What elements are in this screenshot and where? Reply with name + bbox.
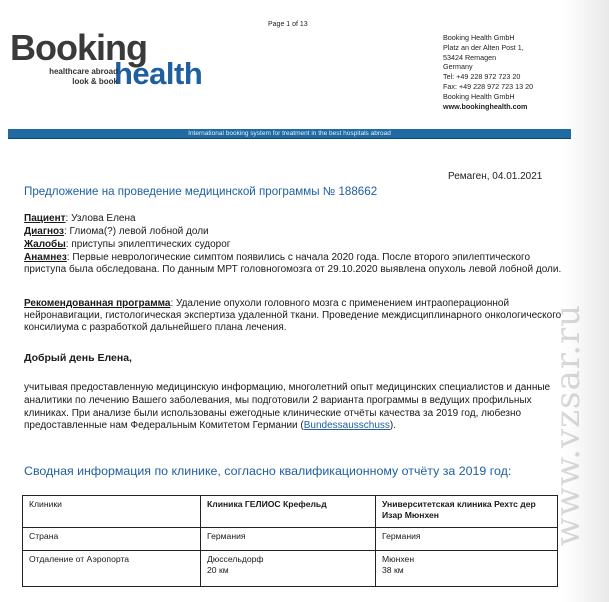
company-address	[443, 33, 533, 111]
table-cell: Германия	[376, 528, 558, 551]
table-header-row	[23, 496, 558, 528]
complaints-label: Жалобы	[24, 239, 66, 250]
address-line: Germany	[443, 62, 473, 72]
table-cell: Отдаление от Аэропорта	[23, 551, 201, 587]
logo-health-word: health	[114, 56, 203, 91]
intro-paragraph	[24, 382, 564, 433]
diagnosis-value: : Глиома(?) левой лобной доли	[64, 226, 209, 237]
anamnesis-label: Анамнез	[24, 252, 67, 263]
complaints-line	[24, 239, 564, 251]
table-row	[23, 551, 558, 587]
page-number: Page 1 of 13	[268, 21, 308, 28]
address-line: Fax: +49 228 972 723 13 20	[443, 81, 534, 91]
address-line: Platz an der Alten Post 1,	[443, 42, 524, 52]
header-cell: Университетская клиника Рехтс дер Изар Мюнхен	[376, 496, 558, 528]
banner-text: International booking system for treatment in the best hospitals abroad	[188, 130, 391, 137]
watermark	[548, 255, 588, 595]
intro-end: ).	[389, 420, 397, 432]
address-line: Booking Health GmbH	[443, 91, 515, 101]
header-cell: Клиника ГЕЛИОС Крефельд	[201, 496, 376, 528]
address-line: 53424 Remagen	[443, 52, 497, 62]
watermark-text: www.vzsar.ru	[548, 303, 588, 547]
anamnesis-value: : Первые неврологические симптом появились с начала 2020 года. После второго эпилептического приступа была обследована. По данным МРТ головногомозга от 29.10.2020 выявлена опухоль левой лобной доли.	[24, 252, 562, 276]
logo-tagline-2: look & book	[72, 77, 118, 86]
patient-label: Пациент	[24, 213, 66, 224]
header-banner	[8, 129, 571, 139]
address-line: Booking Health GmbH	[443, 33, 515, 42]
table-row	[23, 528, 558, 551]
table-cell: Дюссельдорф 20 км	[201, 551, 376, 587]
patient-value: : Узлова Елена	[65, 213, 136, 224]
patient-line	[24, 213, 564, 225]
diagnosis-line	[24, 226, 564, 238]
diagnosis-label: Диагноз	[24, 226, 64, 237]
anamnesis-block	[24, 252, 564, 276]
booking-health-logo	[10, 27, 220, 92]
place-and-date: Ремаген, 04.01.2021	[448, 171, 543, 182]
program-value: : Удаление опухоли головного мозга с применением интраоперационной нейронавигации, гистологическая экспертиза удаленной ткани. Проведение междисциплинарного онкологического консилиума с разработкой дальнейшего плана лечения.	[24, 298, 562, 334]
program-label: Рекомендованная программа	[24, 298, 171, 309]
offer-title: Предложение на проведение медицинской программы № 188662	[24, 185, 378, 198]
complaints-value: : приступы эпилептических судорог	[65, 239, 231, 250]
header-cell: Клиники	[23, 496, 201, 528]
bundessausschuss-link[interactable]: Bundessausschuss	[303, 420, 390, 432]
clinic-comparison-table	[22, 495, 558, 587]
table-cell: Страна	[23, 528, 201, 551]
program-block	[24, 298, 564, 335]
summary-title: Сводная информация по клинике, согласно квалификационному отчёту за 2019 год:	[24, 464, 512, 478]
logo-tagline-1: healthcare abroad	[49, 67, 118, 76]
website-link[interactable]: www.bookinghealth.com	[443, 101, 528, 111]
logo-booking-word: Booking	[10, 27, 147, 68]
greeting: Добрый день Елена,	[24, 352, 132, 364]
address-line: Tel: +49 228 972 723 20	[443, 72, 521, 82]
table-cell: Германия	[201, 528, 376, 551]
table-cell: Мюнхен 38 км	[376, 551, 558, 587]
intro-text: учитывая предоставленную медицинскую информацию, многолетний опыт медицинских специалистов и данные аналитики по лечению Вашего заболевания, мы подготовили 2 варианта программы в ведущих профильных клиниках. При анализе были использованы ежегодные клинические отчёты качества за 2019 год, любезно предоставленные нам Федеральным Комитетом Германии (	[24, 382, 551, 432]
